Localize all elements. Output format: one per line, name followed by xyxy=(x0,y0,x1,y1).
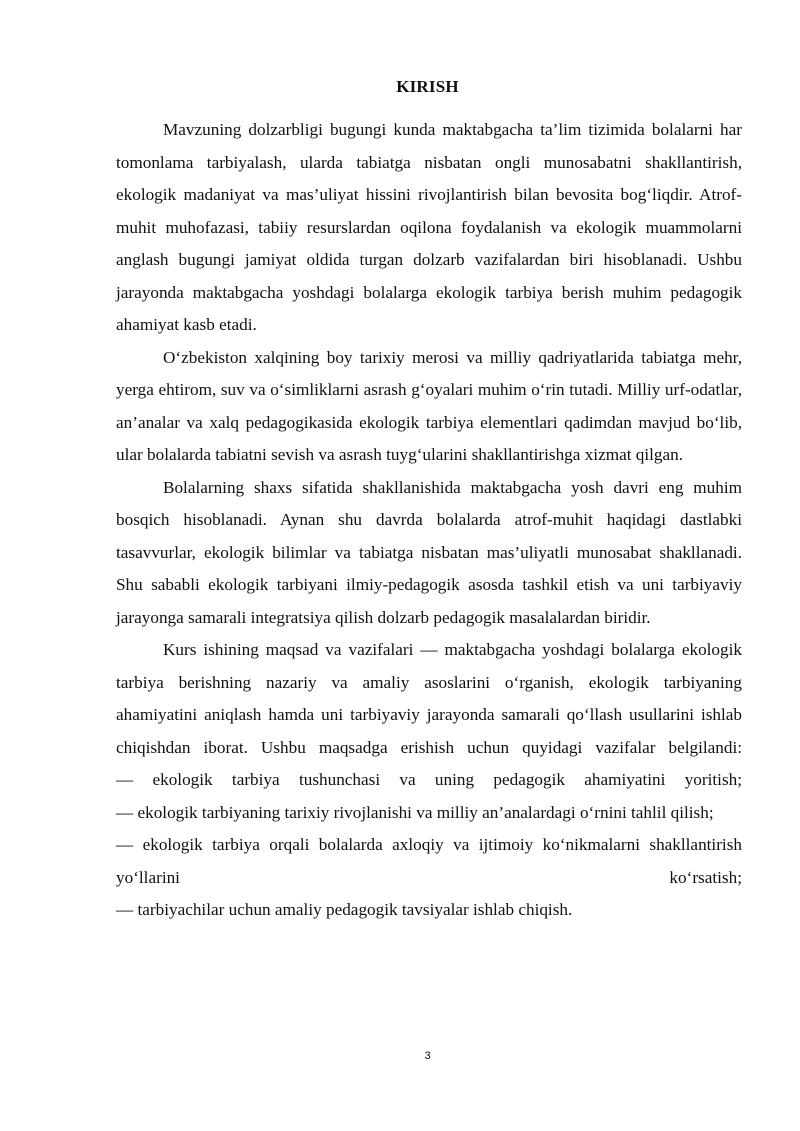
paragraph-preschool-age: Bolalarning shaxs sifatida shakllanishida maktabgacha yosh davri eng muhim bosqich hisoblanadi. Aynan shu davrda bolalarda atrof-muhit haqidagi dastlabki tasavvurlar, ekologik bilimlar va tabiatga nisbatan mas’uliyatli munosabat shakllanadi. Shu sababli ekologik tarbiyani ilmiy-pedagogik asosda tashkil etish va uni tarbiyaviy jarayonga samarali integratsiya qilish dolzarb pedagogik masalalardan biridir. xyxy=(116,477,742,627)
page-number: 3 xyxy=(424,1050,431,1062)
paragraph-relevance: Mavzuning dolzarbligi bugungi kunda maktabgacha ta’lim tizimida bolalarni har tomonlama tarbiyalash, ularda tabiatga nisbatan ongli munosabatni shakllantirish, ekologik madaniyat va mas’uliyat hissini rivojlantirish bilan bevosita bog‘liqdir. Atrof-muhit muhofazasi, tabiiy resurslardan oqilona foydalanish va ekologik muammolarni anglash bugungi jamiyat oldida turgan dolzarb vazifalardan biri hisoblanadi. Ushbu jarayonda maktabgacha yoshdagi bolalarga ekologik tarbiya berish muhim pedagogik ahamiyat kasb etadi. xyxy=(116,120,742,334)
section-heading: KIRISH xyxy=(396,77,459,96)
task-item: — ekologik tarbiya orqali bolalarda axloqiy va ijtimoiy ko‘nikmalarni shakllantirish yo‘llarini ko‘rsatish; xyxy=(116,835,742,887)
task-item: — ekologik tarbiya tushunchasi va uning pedagogik ahamiyatini yoritish; xyxy=(116,770,742,789)
task-item: — ekologik tarbiyaning tarixiy rivojlanishi va milliy an’analardagi o‘rnini tahlil qilish; xyxy=(116,802,714,822)
body-text xyxy=(116,114,742,927)
task-item: — tarbiyachilar uchun amaliy pedagogik tavsiyalar ishlab chiqish. xyxy=(116,900,573,919)
paragraph-goals: Kurs ishining maqsad va vazifalari — maktabgacha yoshdagi bolalarga ekologik tarbiya berishning nazariy va amaliy asoslarini o‘rganish, ekologik tarbiyaning ahamiyatini aniqlash hamda uni tarbiyaviy jarayonda samarali qo‘llash usullarini ishlab chiqishdan iborat. Ushbu maqsadga erishish uchun quyidagi vazifalar belgilandi: xyxy=(116,640,742,757)
paragraph-heritage: O‘zbekiston xalqining boy tarixiy merosi va milliy qadriyatlarida tabiatga mehr, yerga ehtirom, suv va o‘simliklarni asrash g‘oyalari muhim o‘rin tutadi. Milliy urf-odatlar, an’analar va xalq pedagogikasida ekologik tarbiya elementlari qadimdan mavjud bo‘lib, ular bolalarda tabiatni sevish va asrash tuyg‘ularini shakllantirishga xizmat qilgan. xyxy=(116,347,742,464)
